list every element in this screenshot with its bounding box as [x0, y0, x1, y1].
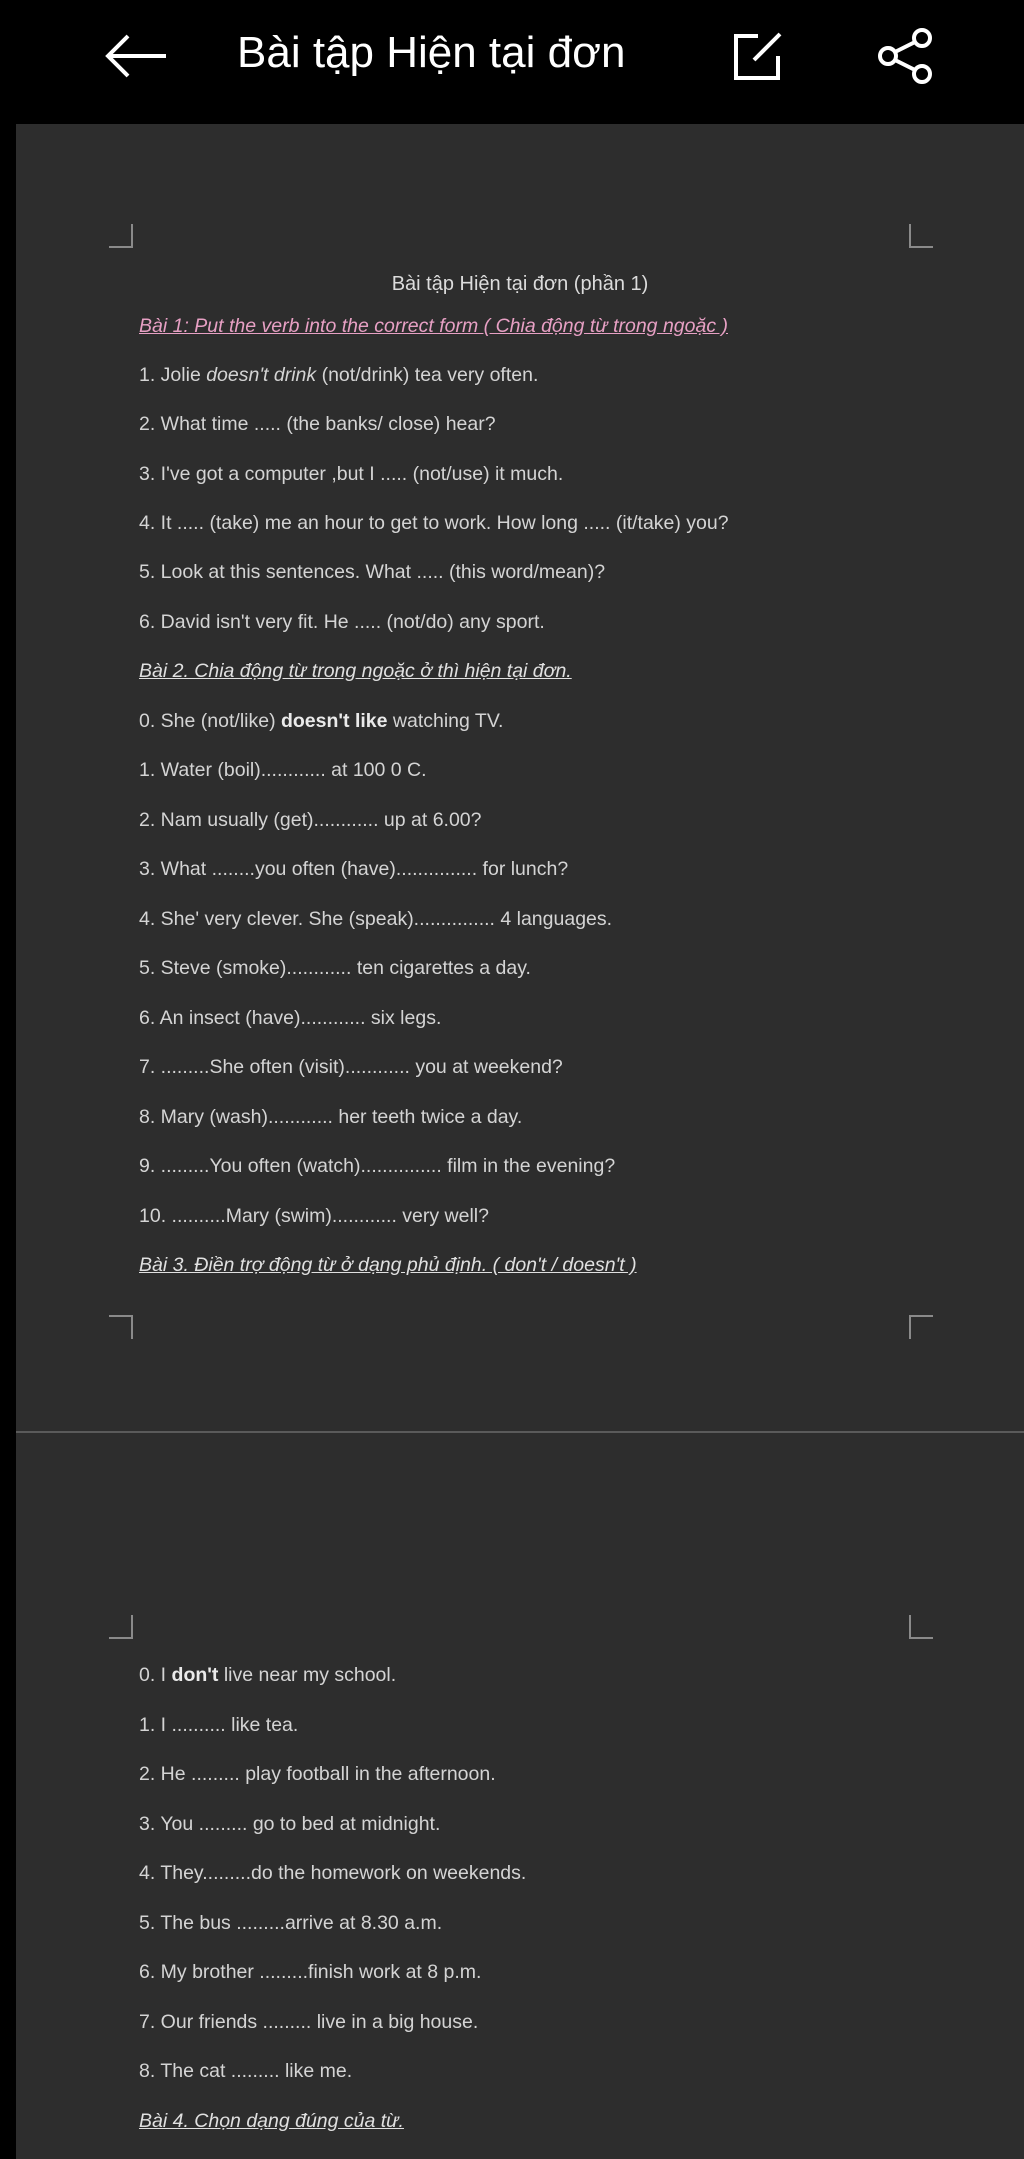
app-title: Bài tập Hiện tại đơn	[237, 28, 626, 77]
document-viewer[interactable]	[16, 124, 1024, 2159]
share-button[interactable]	[876, 26, 936, 86]
crop-mark	[109, 224, 133, 248]
exercise-item: 3. You ......... go to bed at midnight.	[139, 1813, 441, 1835]
exercise-item: 4. It ..... (take) me an hour to get to work. How long ..... (it/take) you?	[139, 512, 729, 534]
exercise-item: 5. Steve (smoke)............ ten cigarettes a day.	[139, 957, 531, 979]
exercise-item: 6. My brother .........finish work at 8 p.m.	[139, 1961, 482, 1983]
section-1-heading: Bài 1: Put the verb into the correct form ( Chia động từ trong ngoặc )	[139, 315, 728, 337]
exercise-item: 4. They.........do the homework on weekends.	[139, 1862, 527, 1884]
exercise-example: 0. She (not/like) doesn't like watching TV.	[139, 710, 504, 732]
crop-mark	[909, 224, 933, 248]
exercise-item: 8. Mary (wash)............ her teeth twice a day.	[139, 1106, 523, 1128]
document-page-1	[16, 124, 1024, 1430]
section-2-heading: Bài 2. Chia động từ trong ngoặc ở thì hiện tại đơn.	[139, 660, 572, 682]
document-page-2	[16, 1433, 1024, 2159]
exercise-item: 1. Jolie doesn't drink (not/drink) tea very often.	[139, 364, 539, 386]
arrow-left-icon	[104, 34, 170, 78]
answer-text: doesn't drink	[206, 364, 317, 386]
exercise-item: 6. David isn't very fit. He ..... (not/do) any sport.	[139, 611, 545, 633]
crop-mark	[109, 1615, 133, 1639]
answer-text: don't	[171, 1664, 219, 1686]
document-title: Bài tập Hiện tại đơn (phần 1)	[391, 273, 649, 295]
exercise-item: 1. I .......... like tea.	[139, 1714, 299, 1736]
exercise-item: 2. He ......... play football in the afternoon.	[139, 1763, 496, 1785]
app-bar	[0, 0, 1024, 124]
exercise-item: 5. Look at this sentences. What ..... (this word/mean)?	[139, 561, 606, 583]
exercise-item: 3. I've got a computer ,but I ..... (not/use) it much.	[139, 463, 564, 485]
edit-square-icon	[732, 30, 784, 82]
answer-text: doesn't like	[280, 710, 388, 732]
exercise-item: 10. ..........Mary (swim)............ very well?	[139, 1205, 489, 1227]
share-icon	[876, 26, 936, 86]
exercise-item: 8. The cat ......... like me.	[139, 2060, 353, 2082]
exercise-item: 7. .........She often (visit)............ you at weekend?	[139, 1056, 563, 1078]
crop-mark	[909, 1615, 933, 1639]
back-button[interactable]	[104, 34, 170, 78]
section-3-heading: Bài 3. Điền trợ động từ ở dạng phủ định. ( don't / doesn't )	[139, 1254, 637, 1276]
crop-mark	[909, 1315, 933, 1339]
exercise-item: 2. Nam usually (get)............ up at 6.00?	[139, 809, 482, 831]
exercise-item: 6. An insect (have)............ six legs.	[139, 1007, 442, 1029]
exercise-item: 3. What ........you often (have)............... for lunch?	[139, 858, 569, 880]
exercise-item: 7. Our friends ......... live in a big house.	[139, 2011, 479, 2033]
exercise-item: 4. She' very clever. She (speak)............... 4 languages.	[139, 908, 613, 930]
crop-mark	[109, 1315, 133, 1339]
exercise-example: 0. I don't live near my school.	[139, 1664, 397, 1686]
exercise-item: 9. .........You often (watch)............... film in the evening?	[139, 1155, 616, 1177]
edit-button[interactable]	[732, 30, 784, 82]
exercise-item: 5. The bus .........arrive at 8.30 a.m.	[139, 1912, 443, 1934]
exercise-item: 1. Water (boil)............ at 100 0 C.	[139, 759, 427, 781]
section-4-heading: Bài 4. Chọn dạng đúng của từ.	[139, 2110, 404, 2132]
exercise-item: 2. What time ..... (the banks/ close) hear?	[139, 413, 496, 435]
